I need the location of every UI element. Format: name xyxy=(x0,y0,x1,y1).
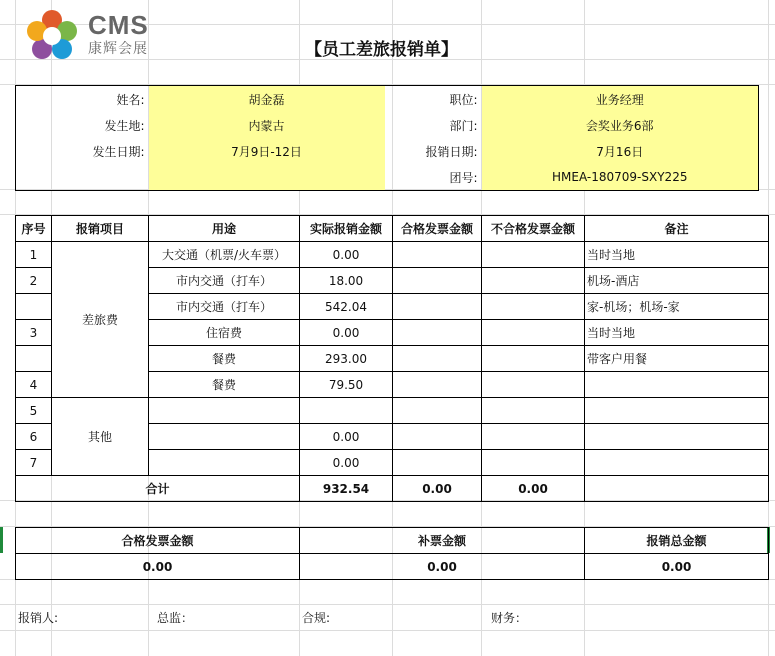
name-cell[interactable]: 胡金磊 xyxy=(149,86,385,113)
summary-table xyxy=(15,527,769,580)
name-label: 姓名: xyxy=(116,92,145,107)
position-cell[interactable]: 业务经理 xyxy=(482,86,759,113)
header-qualified: 合格发票金额 xyxy=(393,216,482,242)
empty-yellow-cell[interactable] xyxy=(149,164,385,191)
position-label: 职位: xyxy=(449,92,478,107)
row-note[interactable]: 当时当地 xyxy=(585,320,769,346)
row-note[interactable] xyxy=(585,450,769,476)
header-no: 序号 xyxy=(16,216,52,242)
summary-total-value[interactable]: 0.00 xyxy=(585,554,769,580)
row-qualified[interactable] xyxy=(393,424,482,450)
row-unqualified[interactable] xyxy=(482,372,585,398)
row-use[interactable]: 市内交通（打车） xyxy=(149,268,300,294)
total-amount[interactable]: 932.54 xyxy=(300,476,393,502)
row-use[interactable]: 市内交通（打车） xyxy=(149,294,300,320)
row-use[interactable] xyxy=(149,450,300,476)
row-amount[interactable]: 0.00 xyxy=(300,450,393,476)
row-unqualified[interactable] xyxy=(482,294,585,320)
row-qualified[interactable] xyxy=(393,346,482,372)
row-no[interactable]: 2 xyxy=(16,268,52,294)
row-note[interactable] xyxy=(585,398,769,424)
category-other-cell[interactable]: 其他 xyxy=(52,398,149,476)
category-travel-cell[interactable]: 差旅费 xyxy=(52,242,149,398)
row-unqualified[interactable] xyxy=(482,268,585,294)
claimant-signature-label[interactable]: 报销人: xyxy=(18,611,59,625)
header-amount: 实际报销金额 xyxy=(300,216,393,242)
row-unqualified[interactable] xyxy=(482,424,585,450)
row-qualified[interactable] xyxy=(393,294,482,320)
group-cell[interactable]: HMEA-180709-SXY225 xyxy=(482,164,759,191)
dept-label: 部门: xyxy=(449,118,478,133)
row-unqualified[interactable] xyxy=(482,450,585,476)
row-qualified[interactable] xyxy=(393,320,482,346)
summary-qualified-label[interactable]: 合格发票金额 xyxy=(16,528,300,554)
expense-table xyxy=(15,215,769,502)
row-note[interactable]: 当时当地 xyxy=(585,242,769,268)
origin-label: 发生地: xyxy=(104,118,145,133)
claim-date-cell[interactable]: 7月16日 xyxy=(482,138,759,164)
header-note: 备注 xyxy=(585,216,769,242)
row-no[interactable] xyxy=(16,294,52,320)
row-amount[interactable]: 0.00 xyxy=(300,320,393,346)
row-qualified[interactable] xyxy=(393,242,482,268)
total-qualified[interactable]: 0.00 xyxy=(393,476,482,502)
summary-qualified-value[interactable]: 0.00 xyxy=(16,554,300,580)
row-use[interactable]: 住宿费 xyxy=(149,320,300,346)
row-amount[interactable]: 0.00 xyxy=(300,424,393,450)
row-note[interactable]: 机场-酒店 xyxy=(585,268,769,294)
date-label: 发生日期: xyxy=(92,144,145,159)
row-no[interactable]: 6 xyxy=(16,424,52,450)
row-unqualified[interactable] xyxy=(482,346,585,372)
header-unqualified: 不合格发票金额 xyxy=(482,216,585,242)
total-note[interactable] xyxy=(585,476,769,502)
total-row xyxy=(16,476,769,502)
row-qualified[interactable] xyxy=(393,268,482,294)
row-amount[interactable]: 0.00 xyxy=(300,242,393,268)
total-label[interactable]: 合计 xyxy=(16,476,300,502)
summary-supplement-label[interactable]: 补票金额 xyxy=(300,528,585,554)
row-no[interactable] xyxy=(16,346,52,372)
director-signature-label[interactable]: 总监： xyxy=(157,611,194,625)
total-unqualified[interactable]: 0.00 xyxy=(482,476,585,502)
row-amount[interactable]: 542.04 xyxy=(300,294,393,320)
date-cell[interactable]: 7月9日-12日 xyxy=(149,138,385,164)
summary-total-label[interactable]: 报销总金额 xyxy=(585,528,769,554)
row-use[interactable]: 餐费 xyxy=(149,372,300,398)
group-label: 团号: xyxy=(449,170,478,185)
row-qualified[interactable] xyxy=(393,398,482,424)
row-qualified[interactable] xyxy=(393,372,482,398)
header-use: 用途 xyxy=(149,216,300,242)
row-no[interactable]: 4 xyxy=(16,372,52,398)
row-note[interactable]: 带客户用餐 xyxy=(585,346,769,372)
origin-cell[interactable]: 内蒙古 xyxy=(149,112,385,138)
summary-supplement-value[interactable]: 0.00 xyxy=(300,554,585,580)
compliance-signature-label[interactable]: 合规: xyxy=(302,611,331,625)
header-item: 报销项目 xyxy=(52,216,149,242)
row-amount[interactable]: 293.00 xyxy=(300,346,393,372)
row-unqualified[interactable] xyxy=(482,320,585,346)
table-row xyxy=(16,398,769,424)
selection-marker-left xyxy=(0,527,3,553)
row-no[interactable]: 3 xyxy=(16,320,52,346)
finance-signature-label[interactable]: 财务： xyxy=(491,611,528,625)
row-amount[interactable] xyxy=(300,398,393,424)
row-no[interactable]: 7 xyxy=(16,450,52,476)
row-qualified[interactable] xyxy=(393,450,482,476)
row-use[interactable]: 餐费 xyxy=(149,346,300,372)
row-unqualified[interactable] xyxy=(482,398,585,424)
table-row xyxy=(16,242,769,268)
row-use[interactable]: 大交通（机票/火车票） xyxy=(149,242,300,268)
row-unqualified[interactable] xyxy=(482,242,585,268)
row-note[interactable]: 家-机场；机场-家 xyxy=(585,294,769,320)
row-no[interactable]: 5 xyxy=(16,398,52,424)
row-amount[interactable]: 79.50 xyxy=(300,372,393,398)
dept-cell[interactable]: 会奖业务6部 xyxy=(482,112,759,138)
form-title: 【员工差旅报销单】 xyxy=(305,40,458,60)
row-note[interactable] xyxy=(585,424,769,450)
row-amount[interactable]: 18.00 xyxy=(300,268,393,294)
claim-date-label: 报销日期: xyxy=(425,144,478,159)
row-note[interactable] xyxy=(585,372,769,398)
row-use[interactable] xyxy=(149,398,300,424)
row-no[interactable]: 1 xyxy=(16,242,52,268)
logo-brand-cn-text: 康辉会展 xyxy=(88,41,148,57)
logo-brand-text: CMS xyxy=(88,10,149,40)
employee-info-table xyxy=(15,85,759,191)
row-use[interactable] xyxy=(149,424,300,450)
expense-header-row xyxy=(16,216,769,242)
